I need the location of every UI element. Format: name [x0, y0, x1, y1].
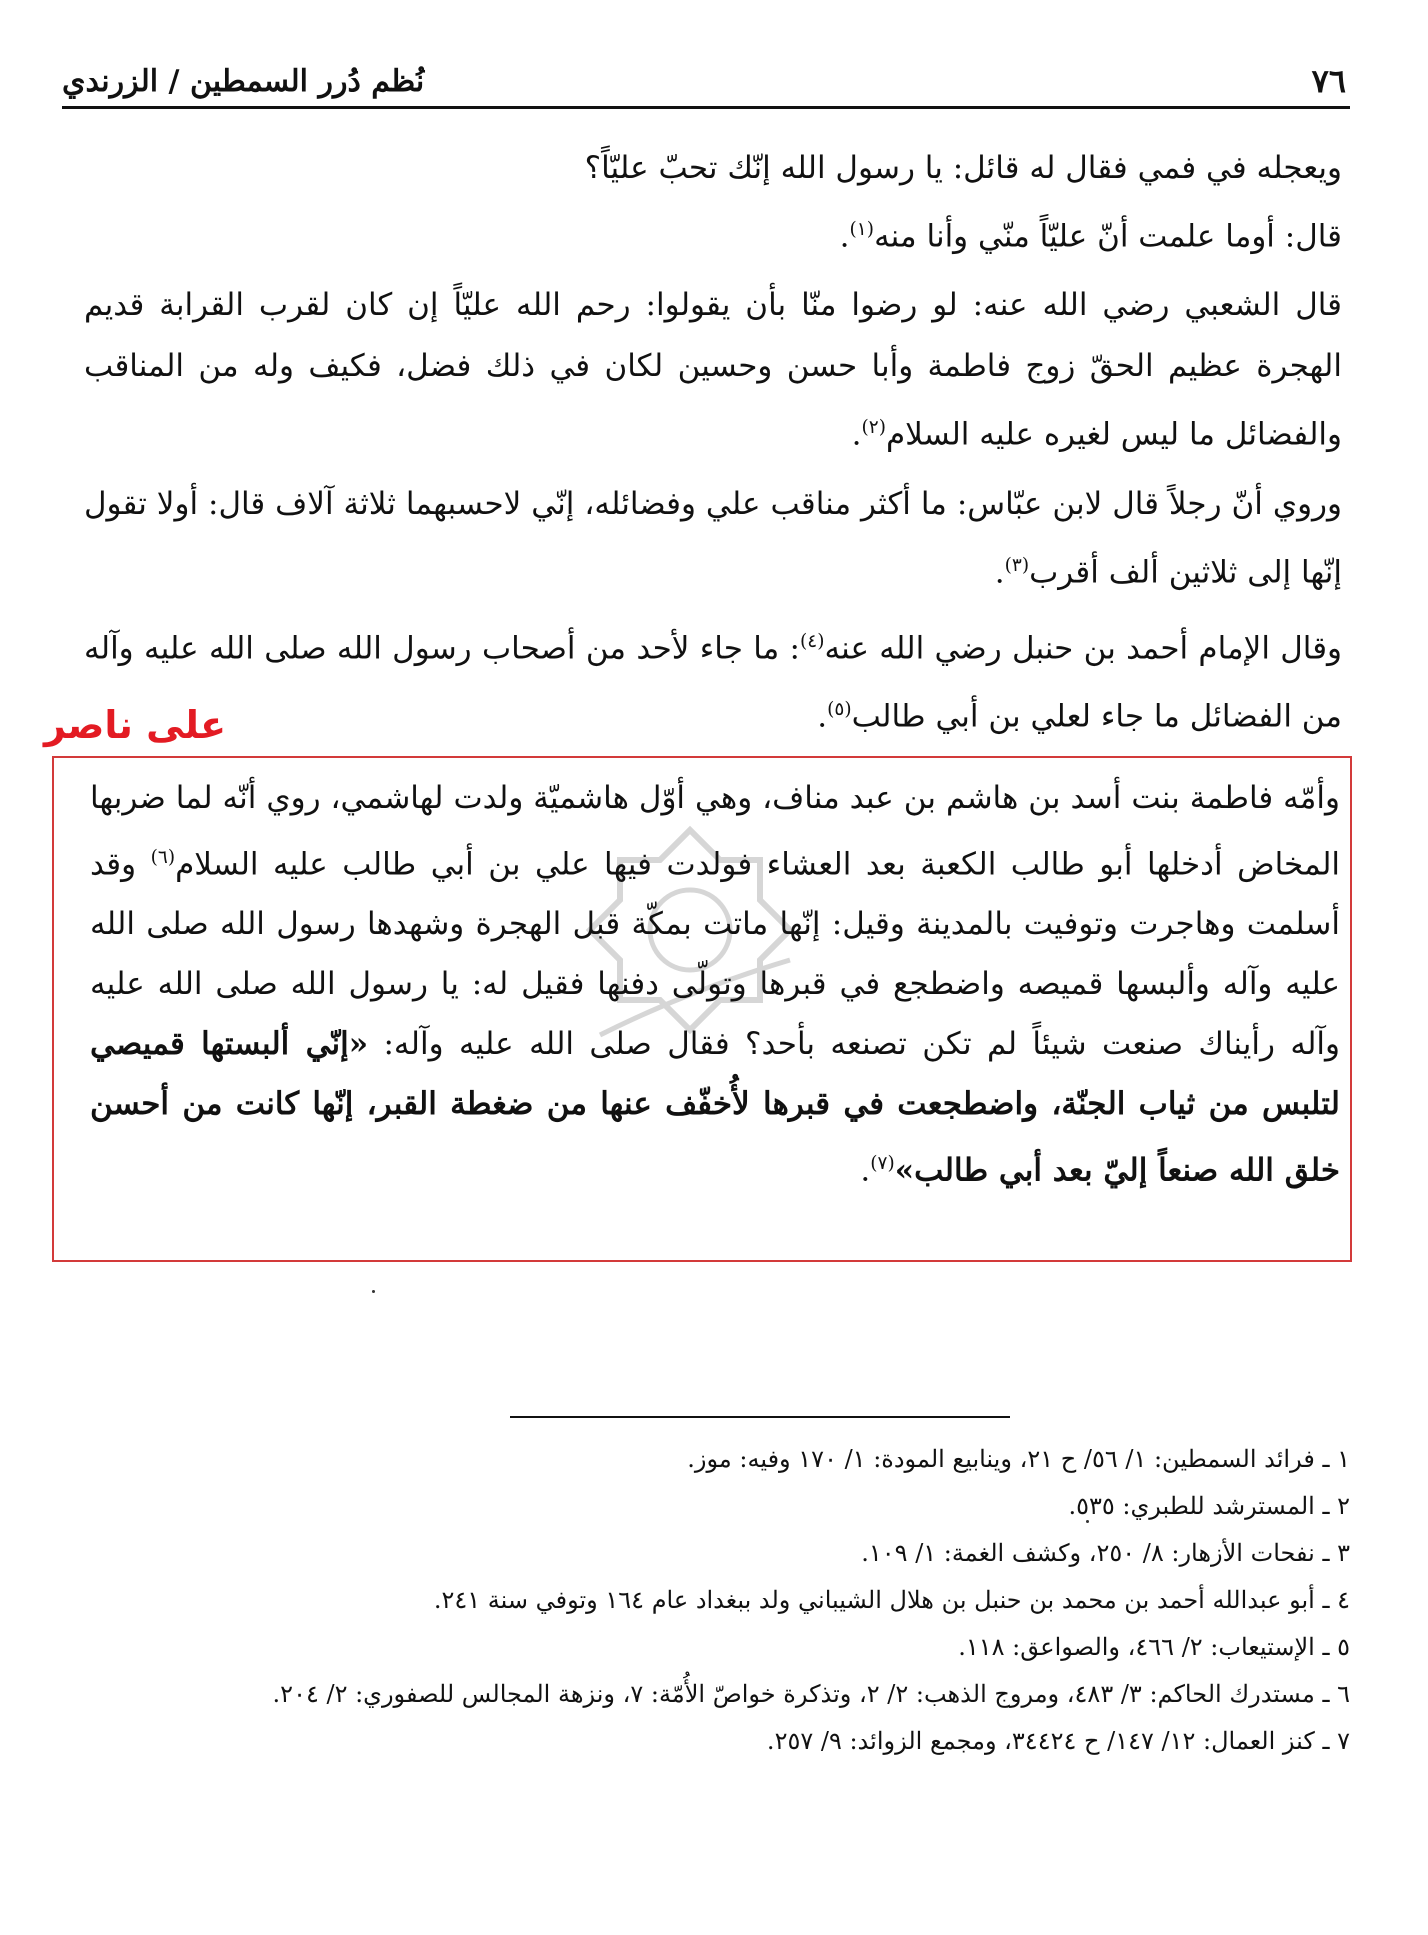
footnote-ref-7: (٧) — [870, 1153, 895, 1175]
handwritten-annotation-label: على ناصر — [44, 703, 227, 747]
footnote-3: ٣ ـ نفحات الأزهار: ٨/ ٢٥٠، وكشف الغمة: ١/ ١٠٩. — [861, 1539, 1350, 1567]
footnote-6: ٦ ـ مستدرك الحاكم: ٣/ ٤٨٣، ومروج الذهب: ٢/ ٢، وتذكرة خواصّ الأُمّة: ٧، ونزهة المجالس للصفوري: ٢/ ٢٠٤. — [272, 1680, 1350, 1708]
footnote-ref-1: (١) — [849, 219, 875, 240]
p1-line2: قال: أوما علمت أنّ عليّاً منّي وأنا منه — [874, 218, 1342, 255]
footnote-ref-5: (٥) — [827, 699, 852, 721]
paragraph-1: ويعجله في فمي فقال له قائل: يا رسول الله إنّك تحبّ عليّاً؟ قال: أوما علمت أنّ عليّاً منّي وأنا منه$^{(١)}$. — [584, 150, 1342, 255]
footnote-7: ٧ ـ كنز العمال: ١٢/ ١٤٧/ ح ٣٤٤٢٤، ومجمع الزوائد: ٩/ ٢٥٧. — [766, 1727, 1350, 1755]
footnote-2: ٢ ـ المسترشد للطبري: ٥٣٥. — [1068, 1492, 1350, 1520]
footnote-ref-2: (٢) — [861, 417, 886, 439]
footnote-ref-4: (٤) — [800, 630, 825, 652]
footnote-1: ١ ـ فرائد السمطين: ١/ ٥٦/ ح ٢١، وينابيع المودة: ١/ ١٧٠ وفيه: موز. — [687, 1445, 1350, 1473]
passage-quote: «إنّي ألبستها قميصي لتلبس من ثياب الجنّة، واضطجعت في قبرها لأُخفّف عنها من ضغطة القبر، إنّها كانت من أحسن خلق الله صنعاً إليّ بعد أبي طالب» — [90, 1026, 1340, 1189]
footnote-divider — [510, 1416, 1010, 1418]
book-title: نُظم دُرر السمطين / الزرندي — [62, 64, 425, 99]
p2-text: قال الشعبي رضي الله عنه: لو رضوا منّا بأن يقولوا: رحم الله عليّاً إن كان لقرب القرابة قديم الهجرة عظيم الحقّ زوج فاطمة وأبا حسن وحسين لكان في ذلك فضل، فكيف وله من المناقب والفضائل ما ليس لغيره عليه السلام — [84, 287, 1343, 453]
footnote-4: ٤ ـ أبو عبدالله أحمد بن محمد بن حنبل بن هلال الشيباني ولد ببغداد عام ١٦٤ وتوفي سنة ٢٤١. — [433, 1586, 1350, 1614]
main-text — [84, 138, 1342, 756]
paragraph-2: قال الشعبي رضي الله عنه: لو رضوا منّا بأن يقولوا: رحم الله عليّاً إن كان لقرب القرابة قديم الهجرة عظيم الحقّ زوج فاطمة وأبا حسن وحسين لكان في ذلك فضل، فكيف وله من المناقب والفضائل ما ليس لغيره عليه السلام$^{(٢)}$. — [84, 287, 1343, 453]
p3-text: وروي أنّ رجلاً قال لابن عبّاس: ما أكثر مناقب علي وفضائله، إنّي لاحسبهما ثلاثة آلاف قال: أولا تقول إنّها إلى ثلاثين ألف أقرب — [84, 485, 1342, 590]
passage-text-1: وأمّه فاطمة بنت أسد بن هاشم بن عبد مناف، وهي أوّل هاشميّة ولدت لهاشمي، روي أنّه لما ضربها المخاض أدخلها أبو طالب الكعبة بعد العشاء فولدت فيها علي بن أبي طالب عليه السلام — [90, 780, 1341, 883]
footnote-5: ٥ ـ الإستيعاب: ٢/ ٤٦٦، والصواعق: ١١٨. — [958, 1633, 1350, 1661]
page-number: ٧٦ — [1311, 62, 1346, 100]
page-header — [62, 58, 1350, 109]
passage-text-2: وقد أسلمت وهاجرت وتوفيت بالمدينة وقيل: إنّها ماتت بمكّة قبل الهجرة وشهدها رسول الله صلى الله عليه وآله وألبسها قميصه واضطجع في قبرها وتولّى دفنها فقيل له: يا رسول الله صلى الله عليه وآله رأيناك صنعت شيئاً لم تكن تصنعه بأحد؟ فقال صلى الله عليه وآله: — [90, 846, 1340, 1063]
p1-line1: ويعجله في فمي فقال له قائل: يا رسول الله إنّك تحبّ عليّاً؟ — [584, 150, 1342, 186]
paragraph-3: وروي أنّ رجلاً قال لابن عبّاس: ما أكثر مناقب علي وفضائله، إنّي لاحسبهما ثلاثة آلاف قال: أولا تقول إنّها إلى ثلاثين ألف أقرب$^{(٣)}$. — [84, 485, 1342, 590]
highlighted-passage: وأمّه فاطمة بنت أسد بن هاشم بن عبد مناف، وهي أوّل هاشميّة ولدت لهاشمي، روي أنّه لما ضربها المخاض أدخلها أبو طالب الكعبة بعد العشاء فولدت فيها علي بن أبي طالب عليه السلام$^{(٦)}$ وقد أسلمت وهاجرت وتوفيت بالمدينة وقيل: إنّها ماتت بمكّة قبل الهجرة وشهدها رسول الله صلى الله عليه وآله وألبسها قميصه واضطجع في قبرها وتولّى دفنها فقيل له: يا رسول الله صلى الله عليه وآله رأيناك صنعت شيئاً لم تكن تصنعه بأحد؟ فقال صلى الله عليه وآله: «إنّي ألبستها قميصي لتلبس من ثياب الجنّة، واضطجعت في قبرها لأُخفّف عنها من ضغطة القبر، إنّها كانت من أحسن خلق الله صنعاً إليّ بعد أبي طالب»$^{(٧)}$. — [90, 780, 1341, 1189]
paragraph-4: وقال الإمام أحمد بن حنبل رضي الله عنه$^{(٤)}$: ما جاء لأحد من أصحاب رسول الله صلى الله عليه وآله من الفضائل ما جاء لعلي بن أبي طالب$^{(٥)}$. — [84, 630, 1342, 735]
speck — [372, 1290, 375, 1293]
footnote-ref-6: (٦) — [150, 847, 176, 868]
footnotes — [92, 1436, 1350, 1765]
p4-text-a: وقال الإمام أحمد بن حنبل رضي الله عنه — [824, 630, 1342, 667]
p4-text-b: : ما جاء لأحد من أصحاب رسول الله صلى الله عليه وآله من الفضائل ما جاء لعلي بن أبي طالب — [84, 630, 1342, 735]
footnote-ref-3: (٣) — [1004, 554, 1030, 576]
